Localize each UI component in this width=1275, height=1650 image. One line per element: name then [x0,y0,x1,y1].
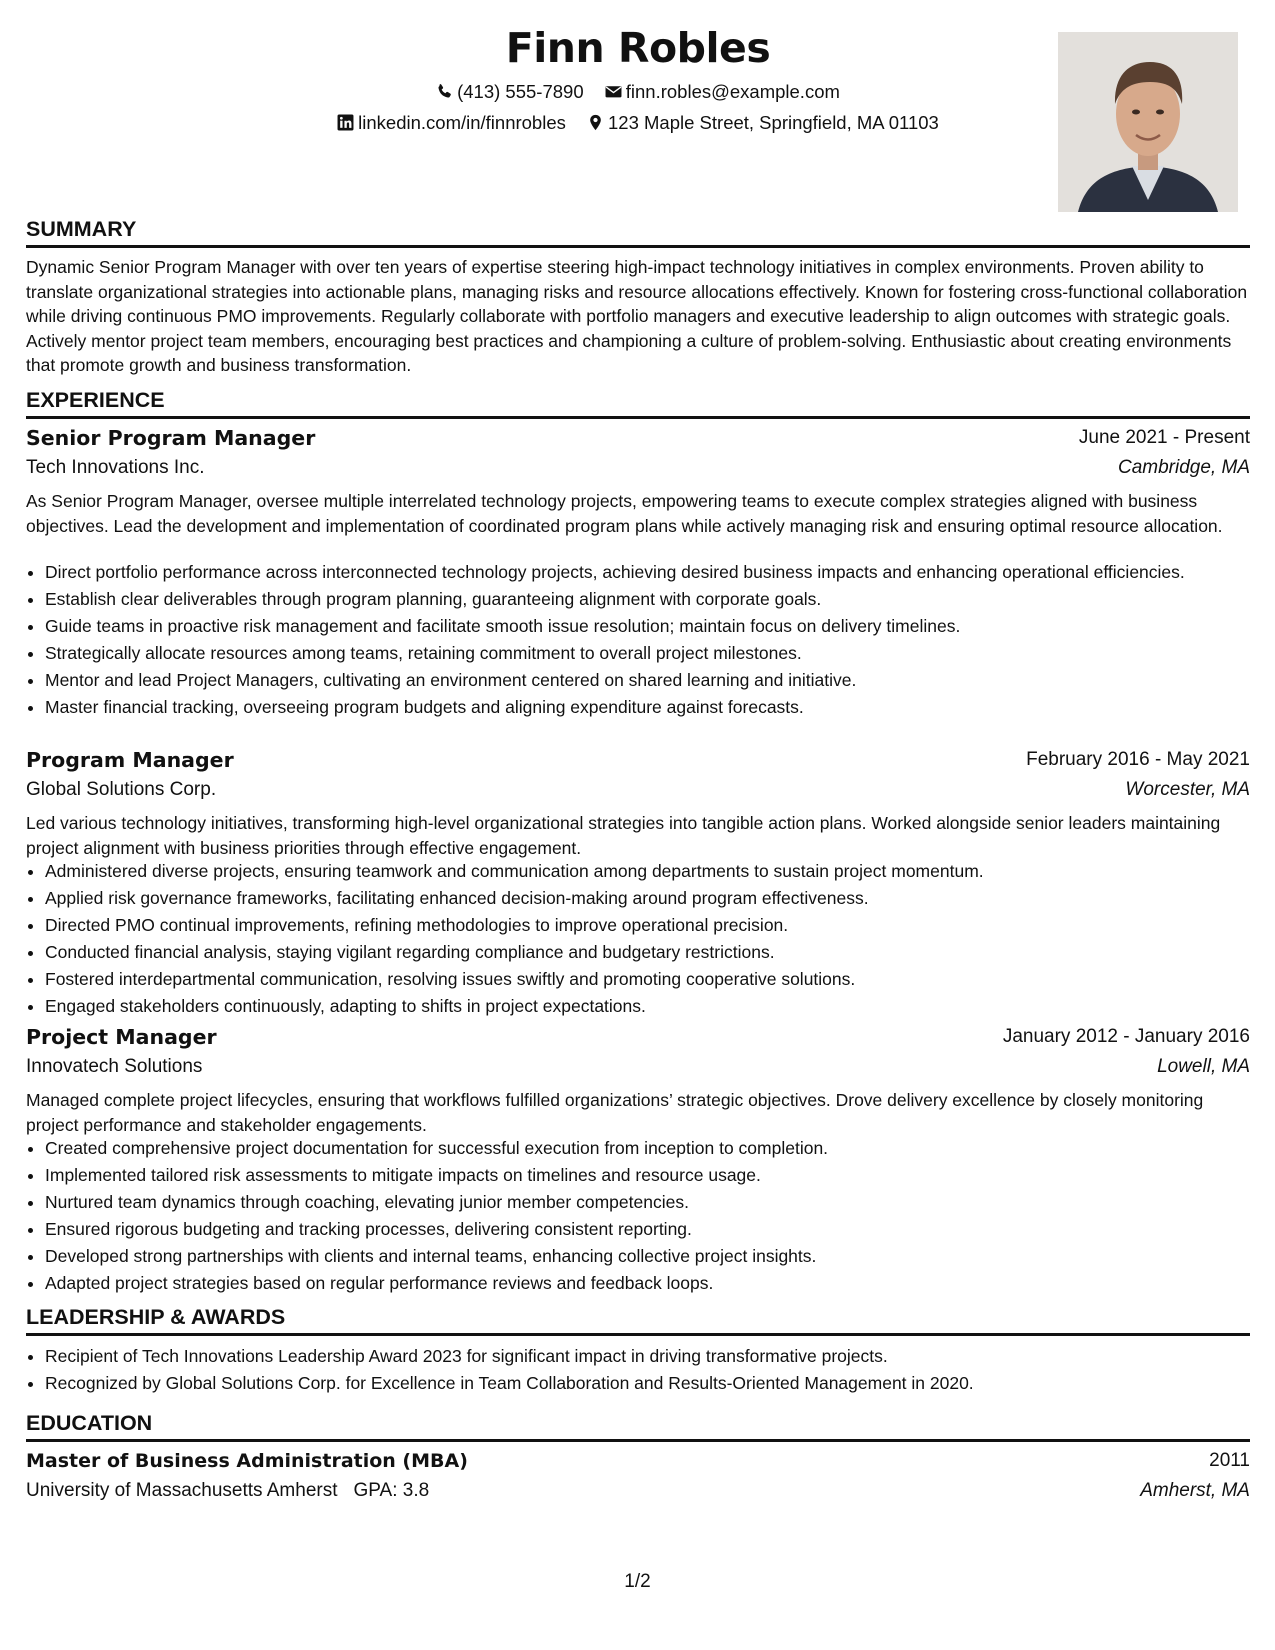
linkedin-contact[interactable] [337,110,566,136]
list-item: • Direct portfolio performance across interconnected technology projects, achieving desired business impacts and enhancing operational efficiencies. [45,560,1269,584]
list-item: • Created comprehensive project documentation for successful execution from inception to completion. [45,1136,1269,1160]
map-pin-icon [587,114,604,131]
summary-heading: SUMMARY [26,215,1250,248]
job-description: Managed complete project lifecycles, ensuring that workflows fulfilled organizations’ strategic objectives. Drove delivery excellence by closely monitoring project performance and stakeholder engagements. [26,1090,1204,1135]
address-contact [587,110,939,136]
gpa: GPA: 3.8 [353,1480,430,1501]
awards-list [26,1344,1269,1398]
education-heading: EDUCATION [26,1409,1250,1442]
list-item: • Administered diverse projects, ensuring teamwork and communication among departments to sustain project momentum. [45,859,1269,883]
phone-icon [436,83,453,100]
job-dates: February 2016 - May 2021 [1026,749,1250,770]
school-line [26,1477,429,1505]
list-item: • Recognized by Global Solutions Corp. for Excellence in Team Collaboration and Results-Oriented Management in 2020. [45,1371,1269,1395]
list-item: • Adapted project strategies based on regular performance reviews and feedback loops. [45,1271,1269,1295]
profile-photo [1058,32,1238,212]
list-item: • Applied risk governance frameworks, facilitating enhanced decision-making around program effectiveness. [45,886,1269,910]
profile-portrait-illustration [1058,32,1238,212]
list-item: • Conducted financial analysis, staying vigilant regarding compliance and budgetary restrictions. [45,940,1269,964]
email-contact[interactable] [605,79,840,105]
page-number: 1/2 [624,1571,651,1592]
email-text[interactable]: finn.robles@example.com [625,81,840,102]
job-title: Senior Program Manager [26,426,316,450]
list-item: • Recipient of Tech Innovations Leadership Award 2023 for significant impact in driving transformative projects. [45,1344,1269,1368]
phone-contact [436,79,584,105]
job-bullet-list [26,560,1269,722]
school-location: Amherst, MA [1140,1480,1250,1501]
job-dates: June 2021 - Present [1078,427,1250,448]
job-bullet-list [26,859,1269,1021]
resume-page [26,0,1250,1650]
list-item: • Developed strong partnerships with clients and internal teams, enhancing collective project insights. [45,1244,1269,1268]
job-title: Program Manager [26,748,234,772]
job-dates: January 2012 - January 2016 [1002,1026,1250,1047]
list-item: • Implemented tailored risk assessments to mitigate impacts on timelines and resource usage. [45,1163,1269,1187]
linkedin-icon [337,114,354,131]
job-company: Tech Innovations Inc. [26,457,205,478]
job-description: As Senior Program Manager, oversee multiple interrelated technology projects, empowering teams to execute complex strategies aligned with business objectives. Lead the development and implementation of coordinated program plans while actively managing risk and ensuring optimal resource allocation. [26,491,1223,536]
job-bullet-list [26,1136,1269,1298]
awards-heading: LEADERSHIP & AWARDS [26,1303,1250,1336]
list-item: • Strategically allocate resources among teams, retaining commitment to overall project milestones. [45,641,1269,665]
experience-heading: EXPERIENCE [26,386,1250,419]
degree-title: Master of Business Administration (MBA) [26,1450,468,1472]
linkedin-text[interactable]: linkedin.com/in/finnrobles [358,112,566,133]
address-text: 123 Maple Street, Springfield, MA 01103 [608,112,939,133]
list-item: • Guide teams in proactive risk management and facilitate smooth issue resolution; maintain focus on delivery timelines. [45,614,1269,638]
list-item: • Mentor and lead Project Managers, cultivating an environment centered on shared learning and initiative. [45,668,1269,692]
list-item: • Establish clear deliverables through program planning, guaranteeing alignment with corporate goals. [45,587,1269,611]
job-description: Led various technology initiatives, transforming high-level organizational strategies into tangible action plans. Worked alongside senior leaders maintaining project alignment with business priorities through effective engagement. [26,813,1221,858]
envelope-icon [605,83,622,100]
job-company: Global Solutions Corp. [26,779,217,800]
list-item: • Master financial tracking, overseeing program budgets and aligning expenditure against forecasts. [45,695,1269,719]
job-title: Project Manager [26,1025,217,1049]
list-item: • Ensured rigorous budgeting and tracking processes, delivering consistent reporting. [45,1217,1269,1241]
phone-text: (413) 555-7890 [457,81,584,102]
list-item: • Nurtured team dynamics through coaching, elevating junior member competencies. [45,1190,1269,1214]
school-name: University of Massachusetts Amherst [26,1480,338,1501]
job-location: Lowell, MA [1157,1056,1250,1077]
graduation-year: 2011 [1209,1450,1250,1471]
job-location: Cambridge, MA [1118,457,1250,478]
summary-text: Dynamic Senior Program Manager with over ten years of expertise steering high-impact technology initiatives in complex environments. Proven ability to translate organizational strategies into actionable plans, managing risks and resource allocations effectively. Known for fostering cross-functional collaboration while driving continuous PMO improvements. Regularly collaborate with portfolio managers and executive leadership to align outcomes with strategic goals. Actively mentor project team members, encouraging best practices and championing a culture of problem-solving. Enthusiastic about creating environments that promote growth and business transformation. [26,257,1248,376]
list-item: • Engaged stakeholders continuously, adapting to shifts in project expectations. [45,994,1269,1018]
candidate-name: Finn Robles [505,24,771,72]
job-company: Innovatech Solutions [26,1056,203,1077]
list-item: • Fostered interdepartmental communication, resolving issues swiftly and promoting cooperative solutions. [45,967,1269,991]
list-item: • Directed PMO continual improvements, refining methodologies to improve operational precision. [45,913,1269,937]
job-location: Worcester, MA [1125,779,1250,800]
